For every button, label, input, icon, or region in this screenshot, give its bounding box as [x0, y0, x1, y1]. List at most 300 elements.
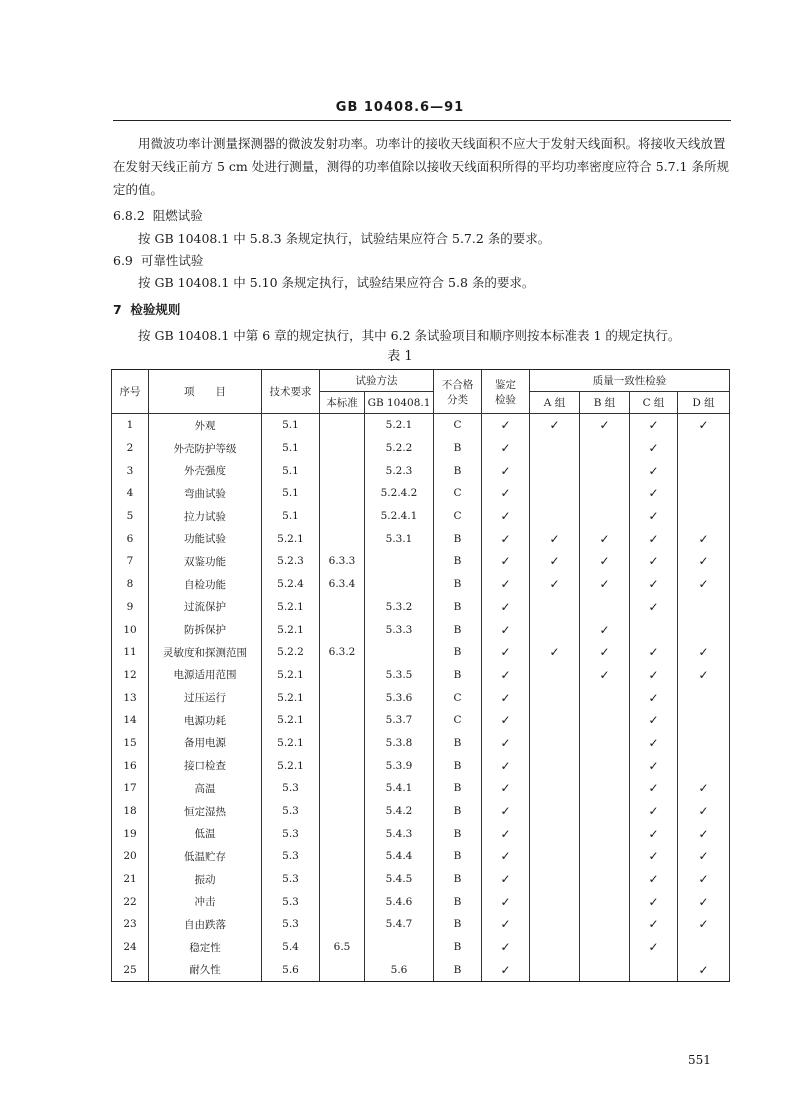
cell-seq: 5 — [112, 505, 149, 528]
cell-method-this — [320, 414, 365, 437]
cell-fail-class: C — [434, 482, 482, 505]
cell-method-gb: 5.4.5 — [365, 868, 434, 891]
check-mark-icon: ✓ — [500, 531, 511, 546]
check-mark-icon: ✓ — [599, 554, 610, 569]
cell-group-c — [630, 822, 678, 845]
cell-method-gb: 5.2.3 — [365, 459, 434, 482]
cell-fail-class: B — [434, 800, 482, 823]
cell-tech: 5.1 — [262, 459, 320, 482]
cell-seq: 12 — [112, 664, 149, 687]
check-mark-icon: ✓ — [500, 577, 511, 592]
check-mark-icon: ✓ — [500, 940, 511, 955]
cell-method-this — [320, 618, 365, 641]
check-mark-icon: ✓ — [648, 418, 659, 433]
section-title: 可靠性试验 — [140, 253, 204, 268]
cell-group-b — [580, 414, 630, 437]
cell-item: 灵敏度和探测范围 — [149, 641, 262, 664]
table-row — [112, 618, 730, 641]
cell-group-a — [530, 527, 580, 550]
cell-appraisal — [482, 505, 530, 528]
cell-method-this — [320, 732, 365, 755]
check-mark-icon: ✓ — [648, 849, 659, 864]
table-row — [112, 936, 730, 959]
cell-method-this — [320, 505, 365, 528]
cell-group-b — [580, 800, 630, 823]
cell-tech: 5.1 — [262, 414, 320, 437]
cell-group-d — [678, 686, 730, 709]
cell-appraisal — [482, 709, 530, 732]
cell-fail-class: B — [434, 754, 482, 777]
cell-group-a — [530, 890, 580, 913]
check-mark-icon: ✓ — [500, 441, 511, 456]
table-row — [112, 959, 730, 982]
cell-group-d — [678, 777, 730, 800]
section-number: 6.8.2 — [113, 208, 145, 223]
check-mark-icon: ✓ — [698, 849, 709, 864]
header-group-b: B 组 — [580, 392, 630, 414]
cell-fail-class: B — [434, 936, 482, 959]
cell-group-a — [530, 437, 580, 460]
cell-method-this: 6.3.3 — [320, 550, 365, 573]
table-body — [112, 414, 730, 982]
cell-method-gb — [365, 936, 434, 959]
cell-group-b — [580, 664, 630, 687]
cell-method-gb: 5.4.4 — [365, 845, 434, 868]
table-row — [112, 709, 730, 732]
intro-paragraph: 用微波功率计测量探测器的微波发射功率。功率计的接收天线面积不应大于发射天线面积。将接收天线放置在发射天线正前方 5 cm 处进行测量，测得的功率值除以接收天线面积所得的平均功率密度应符合 5.7.1 条所规定的值。 — [113, 136, 729, 197]
cell-seq: 4 — [112, 482, 149, 505]
check-mark-icon: ✓ — [648, 577, 659, 592]
cell-group-b — [580, 868, 630, 891]
cell-group-c — [630, 437, 678, 460]
cell-group-a — [530, 732, 580, 755]
cell-group-b — [580, 641, 630, 664]
cell-group-b — [580, 527, 630, 550]
table-caption: 表 1 — [387, 349, 413, 364]
cell-fail-class: B — [434, 527, 482, 550]
cell-group-a — [530, 505, 580, 528]
cell-seq: 16 — [112, 754, 149, 777]
cell-group-b — [580, 936, 630, 959]
check-mark-icon: ✓ — [698, 554, 709, 569]
check-mark-icon: ✓ — [648, 486, 659, 501]
cell-group-b — [580, 686, 630, 709]
header-item: 项 目 — [149, 370, 262, 414]
check-mark-icon: ✓ — [648, 667, 659, 682]
cell-fail-class: B — [434, 777, 482, 800]
table-row — [112, 459, 730, 482]
cell-method-this — [320, 800, 365, 823]
check-mark-icon: ✓ — [500, 781, 511, 796]
check-mark-icon: ✓ — [500, 962, 511, 977]
cell-tech: 5.2.1 — [262, 596, 320, 619]
cell-group-c — [630, 550, 678, 573]
cell-tech: 5.2.3 — [262, 550, 320, 573]
check-mark-icon: ✓ — [648, 826, 659, 841]
cell-method-gb — [365, 641, 434, 664]
cell-group-b — [580, 437, 630, 460]
cell-appraisal — [482, 913, 530, 936]
section-7-body: 按 GB 10408.1 中第 6 章的规定执行，其中 6.2 条试验项目和顺序则按本标准表 1 的规定执行。 — [138, 328, 681, 343]
cell-item: 稳定性 — [149, 936, 262, 959]
cell-method-this — [320, 527, 365, 550]
cell-group-a — [530, 800, 580, 823]
cell-method-gb: 5.3.9 — [365, 754, 434, 777]
cell-tech: 5.3 — [262, 868, 320, 891]
cell-group-c — [630, 482, 678, 505]
check-mark-icon: ✓ — [500, 917, 511, 932]
cell-seq: 1 — [112, 414, 149, 437]
cell-item: 高温 — [149, 777, 262, 800]
header-tech: 技术要求 — [262, 370, 320, 414]
table-row — [112, 686, 730, 709]
cell-fail-class: B — [434, 959, 482, 982]
cell-method-gb: 5.3.7 — [365, 709, 434, 732]
cell-method-gb: 5.2.1 — [365, 414, 434, 437]
check-mark-icon: ✓ — [500, 758, 511, 773]
check-mark-icon: ✓ — [648, 531, 659, 546]
header-appraisal: 鉴定检验 — [482, 370, 530, 414]
cell-tech: 5.2.1 — [262, 664, 320, 687]
cell-seq: 19 — [112, 822, 149, 845]
cell-seq: 9 — [112, 596, 149, 619]
cell-item: 恒定湿热 — [149, 800, 262, 823]
cell-group-a — [530, 959, 580, 982]
cell-group-b — [580, 822, 630, 845]
table-row — [112, 845, 730, 868]
cell-method-gb: 5.2.4.1 — [365, 505, 434, 528]
cell-appraisal — [482, 890, 530, 913]
cell-group-c — [630, 936, 678, 959]
cell-item: 自由跌落 — [149, 913, 262, 936]
check-mark-icon: ✓ — [500, 463, 511, 478]
cell-appraisal — [482, 618, 530, 641]
cell-group-b — [580, 482, 630, 505]
cell-item: 功能试验 — [149, 527, 262, 550]
cell-fail-class: B — [434, 641, 482, 664]
cell-group-c — [630, 505, 678, 528]
cell-method-this — [320, 709, 365, 732]
cell-group-c — [630, 732, 678, 755]
cell-method-gb: 5.2.2 — [365, 437, 434, 460]
cell-method-this — [320, 959, 365, 982]
check-mark-icon: ✓ — [648, 509, 659, 524]
check-mark-icon: ✓ — [698, 531, 709, 546]
header-group-a: A 组 — [530, 392, 580, 414]
cell-seq: 7 — [112, 550, 149, 573]
cell-group-d — [678, 732, 730, 755]
cell-fail-class: B — [434, 664, 482, 687]
cell-fail-class: C — [434, 505, 482, 528]
cell-group-a — [530, 459, 580, 482]
check-mark-icon: ✓ — [698, 962, 709, 977]
cell-item: 电源功耗 — [149, 709, 262, 732]
table-row — [112, 777, 730, 800]
cell-method-this — [320, 913, 365, 936]
cell-item: 过流保护 — [149, 596, 262, 619]
cell-fail-class: B — [434, 868, 482, 891]
cell-item: 振动 — [149, 868, 262, 891]
check-mark-icon: ✓ — [500, 554, 511, 569]
table-row — [112, 482, 730, 505]
cell-appraisal — [482, 459, 530, 482]
cell-group-a — [530, 868, 580, 891]
cell-method-this — [320, 482, 365, 505]
cell-group-b — [580, 959, 630, 982]
table-row — [112, 732, 730, 755]
cell-group-d — [678, 482, 730, 505]
check-mark-icon: ✓ — [648, 804, 659, 819]
cell-method-gb: 5.3.2 — [365, 596, 434, 619]
check-mark-icon: ✓ — [648, 463, 659, 478]
table-row — [112, 550, 730, 573]
cell-group-d — [678, 913, 730, 936]
cell-group-d — [678, 822, 730, 845]
cell-method-gb: 5.4.2 — [365, 800, 434, 823]
page-header: GB 10408.6—91 — [335, 100, 465, 115]
cell-group-d — [678, 414, 730, 437]
cell-group-c — [630, 459, 678, 482]
cell-fail-class: B — [434, 890, 482, 913]
cell-tech: 5.1 — [262, 482, 320, 505]
cell-group-a — [530, 664, 580, 687]
cell-group-b — [580, 459, 630, 482]
check-mark-icon: ✓ — [599, 531, 610, 546]
cell-seq: 10 — [112, 618, 149, 641]
cell-method-gb: 5.4.7 — [365, 913, 434, 936]
cell-method-gb — [365, 550, 434, 573]
cell-group-c — [630, 913, 678, 936]
cell-item: 冲击 — [149, 890, 262, 913]
cell-group-d — [678, 959, 730, 982]
check-mark-icon: ✓ — [698, 804, 709, 819]
cell-method-this: 6.3.2 — [320, 641, 365, 664]
check-mark-icon: ✓ — [648, 735, 659, 750]
table-row — [112, 505, 730, 528]
cell-method-this — [320, 868, 365, 891]
cell-group-a — [530, 686, 580, 709]
cell-group-a — [530, 845, 580, 868]
check-mark-icon: ✓ — [500, 599, 511, 614]
cell-tech: 5.2.1 — [262, 527, 320, 550]
cell-group-a — [530, 822, 580, 845]
cell-item: 防拆保护 — [149, 618, 262, 641]
cell-item: 低温贮存 — [149, 845, 262, 868]
cell-seq: 3 — [112, 459, 149, 482]
cell-group-c — [630, 709, 678, 732]
cell-fail-class: B — [434, 732, 482, 755]
check-mark-icon: ✓ — [500, 826, 511, 841]
cell-group-b — [580, 573, 630, 596]
cell-item: 双鉴功能 — [149, 550, 262, 573]
cell-tech: 5.3 — [262, 890, 320, 913]
cell-group-c — [630, 664, 678, 687]
cell-tech: 5.3 — [262, 800, 320, 823]
cell-group-d — [678, 936, 730, 959]
check-mark-icon: ✓ — [599, 667, 610, 682]
cell-appraisal — [482, 959, 530, 982]
cell-group-c — [630, 868, 678, 891]
check-mark-icon: ✓ — [698, 826, 709, 841]
cell-group-c — [630, 686, 678, 709]
cell-method-gb: 5.6 — [365, 959, 434, 982]
section-number: 6.9 — [113, 253, 133, 268]
cell-group-d — [678, 550, 730, 573]
cell-group-a — [530, 754, 580, 777]
cell-group-b — [580, 732, 630, 755]
check-mark-icon: ✓ — [500, 894, 511, 909]
cell-item: 弯曲试验 — [149, 482, 262, 505]
section-title: 检验规则 — [130, 302, 181, 317]
cell-item: 自检功能 — [149, 573, 262, 596]
cell-item: 耐久性 — [149, 959, 262, 982]
cell-appraisal — [482, 800, 530, 823]
cell-group-d — [678, 664, 730, 687]
cell-seq: 25 — [112, 959, 149, 982]
cell-tech: 5.2.2 — [262, 641, 320, 664]
cell-seq: 6 — [112, 527, 149, 550]
check-mark-icon: ✓ — [549, 577, 560, 592]
check-mark-icon: ✓ — [698, 917, 709, 932]
cell-group-b — [580, 618, 630, 641]
check-mark-icon: ✓ — [698, 894, 709, 909]
cell-item: 电源适用范围 — [149, 664, 262, 687]
check-mark-icon: ✓ — [648, 713, 659, 728]
cell-tech: 5.3 — [262, 913, 320, 936]
cell-tech: 5.4 — [262, 936, 320, 959]
header-group-d: D 组 — [678, 392, 730, 414]
cell-group-b — [580, 550, 630, 573]
cell-group-c — [630, 800, 678, 823]
check-mark-icon: ✓ — [500, 804, 511, 819]
check-mark-icon: ✓ — [698, 577, 709, 592]
cell-method-this — [320, 596, 365, 619]
cell-group-c — [630, 596, 678, 619]
cell-method-this: 6.5 — [320, 936, 365, 959]
cell-group-b — [580, 777, 630, 800]
cell-group-d — [678, 800, 730, 823]
cell-fail-class: B — [434, 845, 482, 868]
inspection-table — [111, 369, 730, 982]
table-row — [112, 437, 730, 460]
cell-method-gb: 5.4.1 — [365, 777, 434, 800]
cell-seq: 14 — [112, 709, 149, 732]
check-mark-icon: ✓ — [549, 645, 560, 660]
cell-method-gb: 5.4.3 — [365, 822, 434, 845]
cell-fail-class: B — [434, 550, 482, 573]
cell-group-a — [530, 573, 580, 596]
check-mark-icon: ✓ — [500, 690, 511, 705]
cell-method-gb: 5.4.6 — [365, 890, 434, 913]
cell-method-this — [320, 754, 365, 777]
table-row — [112, 890, 730, 913]
cell-seq: 13 — [112, 686, 149, 709]
section-6-8-2-heading — [113, 206, 203, 224]
check-mark-icon: ✓ — [549, 554, 560, 569]
cell-tech: 5.1 — [262, 505, 320, 528]
header-fail-class: 不合格分类 — [434, 370, 482, 414]
cell-method-this — [320, 664, 365, 687]
cell-group-c — [630, 618, 678, 641]
cell-method-gb — [365, 573, 434, 596]
check-mark-icon: ✓ — [500, 645, 511, 660]
cell-group-d — [678, 845, 730, 868]
table-row — [112, 868, 730, 891]
cell-seq: 15 — [112, 732, 149, 755]
check-mark-icon: ✓ — [648, 894, 659, 909]
check-mark-icon: ✓ — [648, 441, 659, 456]
cell-group-c — [630, 890, 678, 913]
check-mark-icon: ✓ — [648, 645, 659, 660]
cell-appraisal — [482, 482, 530, 505]
table-row — [112, 641, 730, 664]
cell-item: 拉力试验 — [149, 505, 262, 528]
cell-item: 外壳防护等级 — [149, 437, 262, 460]
cell-fail-class: C — [434, 709, 482, 732]
check-mark-icon: ✓ — [698, 872, 709, 887]
section-7-heading — [113, 300, 180, 318]
check-mark-icon: ✓ — [698, 418, 709, 433]
table-row — [112, 573, 730, 596]
cell-appraisal — [482, 868, 530, 891]
cell-item: 过压运行 — [149, 686, 262, 709]
cell-appraisal — [482, 596, 530, 619]
section-6-9-heading — [113, 251, 203, 269]
cell-item: 外观 — [149, 414, 262, 437]
check-mark-icon: ✓ — [648, 599, 659, 614]
check-mark-icon: ✓ — [599, 577, 610, 592]
check-mark-icon: ✓ — [698, 645, 709, 660]
cell-group-d — [678, 596, 730, 619]
cell-seq: 20 — [112, 845, 149, 868]
header-seq: 序号 — [112, 370, 149, 414]
check-mark-icon: ✓ — [549, 531, 560, 546]
cell-tech: 5.2.1 — [262, 754, 320, 777]
cell-group-c — [630, 754, 678, 777]
check-mark-icon: ✓ — [500, 486, 511, 501]
cell-group-d — [678, 527, 730, 550]
cell-appraisal — [482, 437, 530, 460]
check-mark-icon: ✓ — [500, 872, 511, 887]
check-mark-icon: ✓ — [648, 872, 659, 887]
cell-appraisal — [482, 936, 530, 959]
cell-seq: 24 — [112, 936, 149, 959]
cell-appraisal — [482, 754, 530, 777]
cell-group-a — [530, 550, 580, 573]
cell-seq: 21 — [112, 868, 149, 891]
cell-fail-class: B — [434, 822, 482, 845]
table-row — [112, 527, 730, 550]
cell-method-this — [320, 822, 365, 845]
header-group-c: C 组 — [630, 392, 678, 414]
cell-group-d — [678, 505, 730, 528]
cell-appraisal — [482, 414, 530, 437]
cell-group-b — [580, 754, 630, 777]
header-quality: 质量一致性检验 — [530, 370, 730, 392]
check-mark-icon: ✓ — [599, 418, 610, 433]
cell-group-c — [630, 845, 678, 868]
cell-group-a — [530, 709, 580, 732]
cell-fail-class: B — [434, 596, 482, 619]
check-mark-icon: ✓ — [698, 667, 709, 682]
cell-fail-class: B — [434, 618, 482, 641]
cell-group-d — [678, 573, 730, 596]
cell-group-a — [530, 414, 580, 437]
check-mark-icon: ✓ — [698, 781, 709, 796]
cell-fail-class: C — [434, 414, 482, 437]
cell-appraisal — [482, 664, 530, 687]
table-row — [112, 754, 730, 777]
